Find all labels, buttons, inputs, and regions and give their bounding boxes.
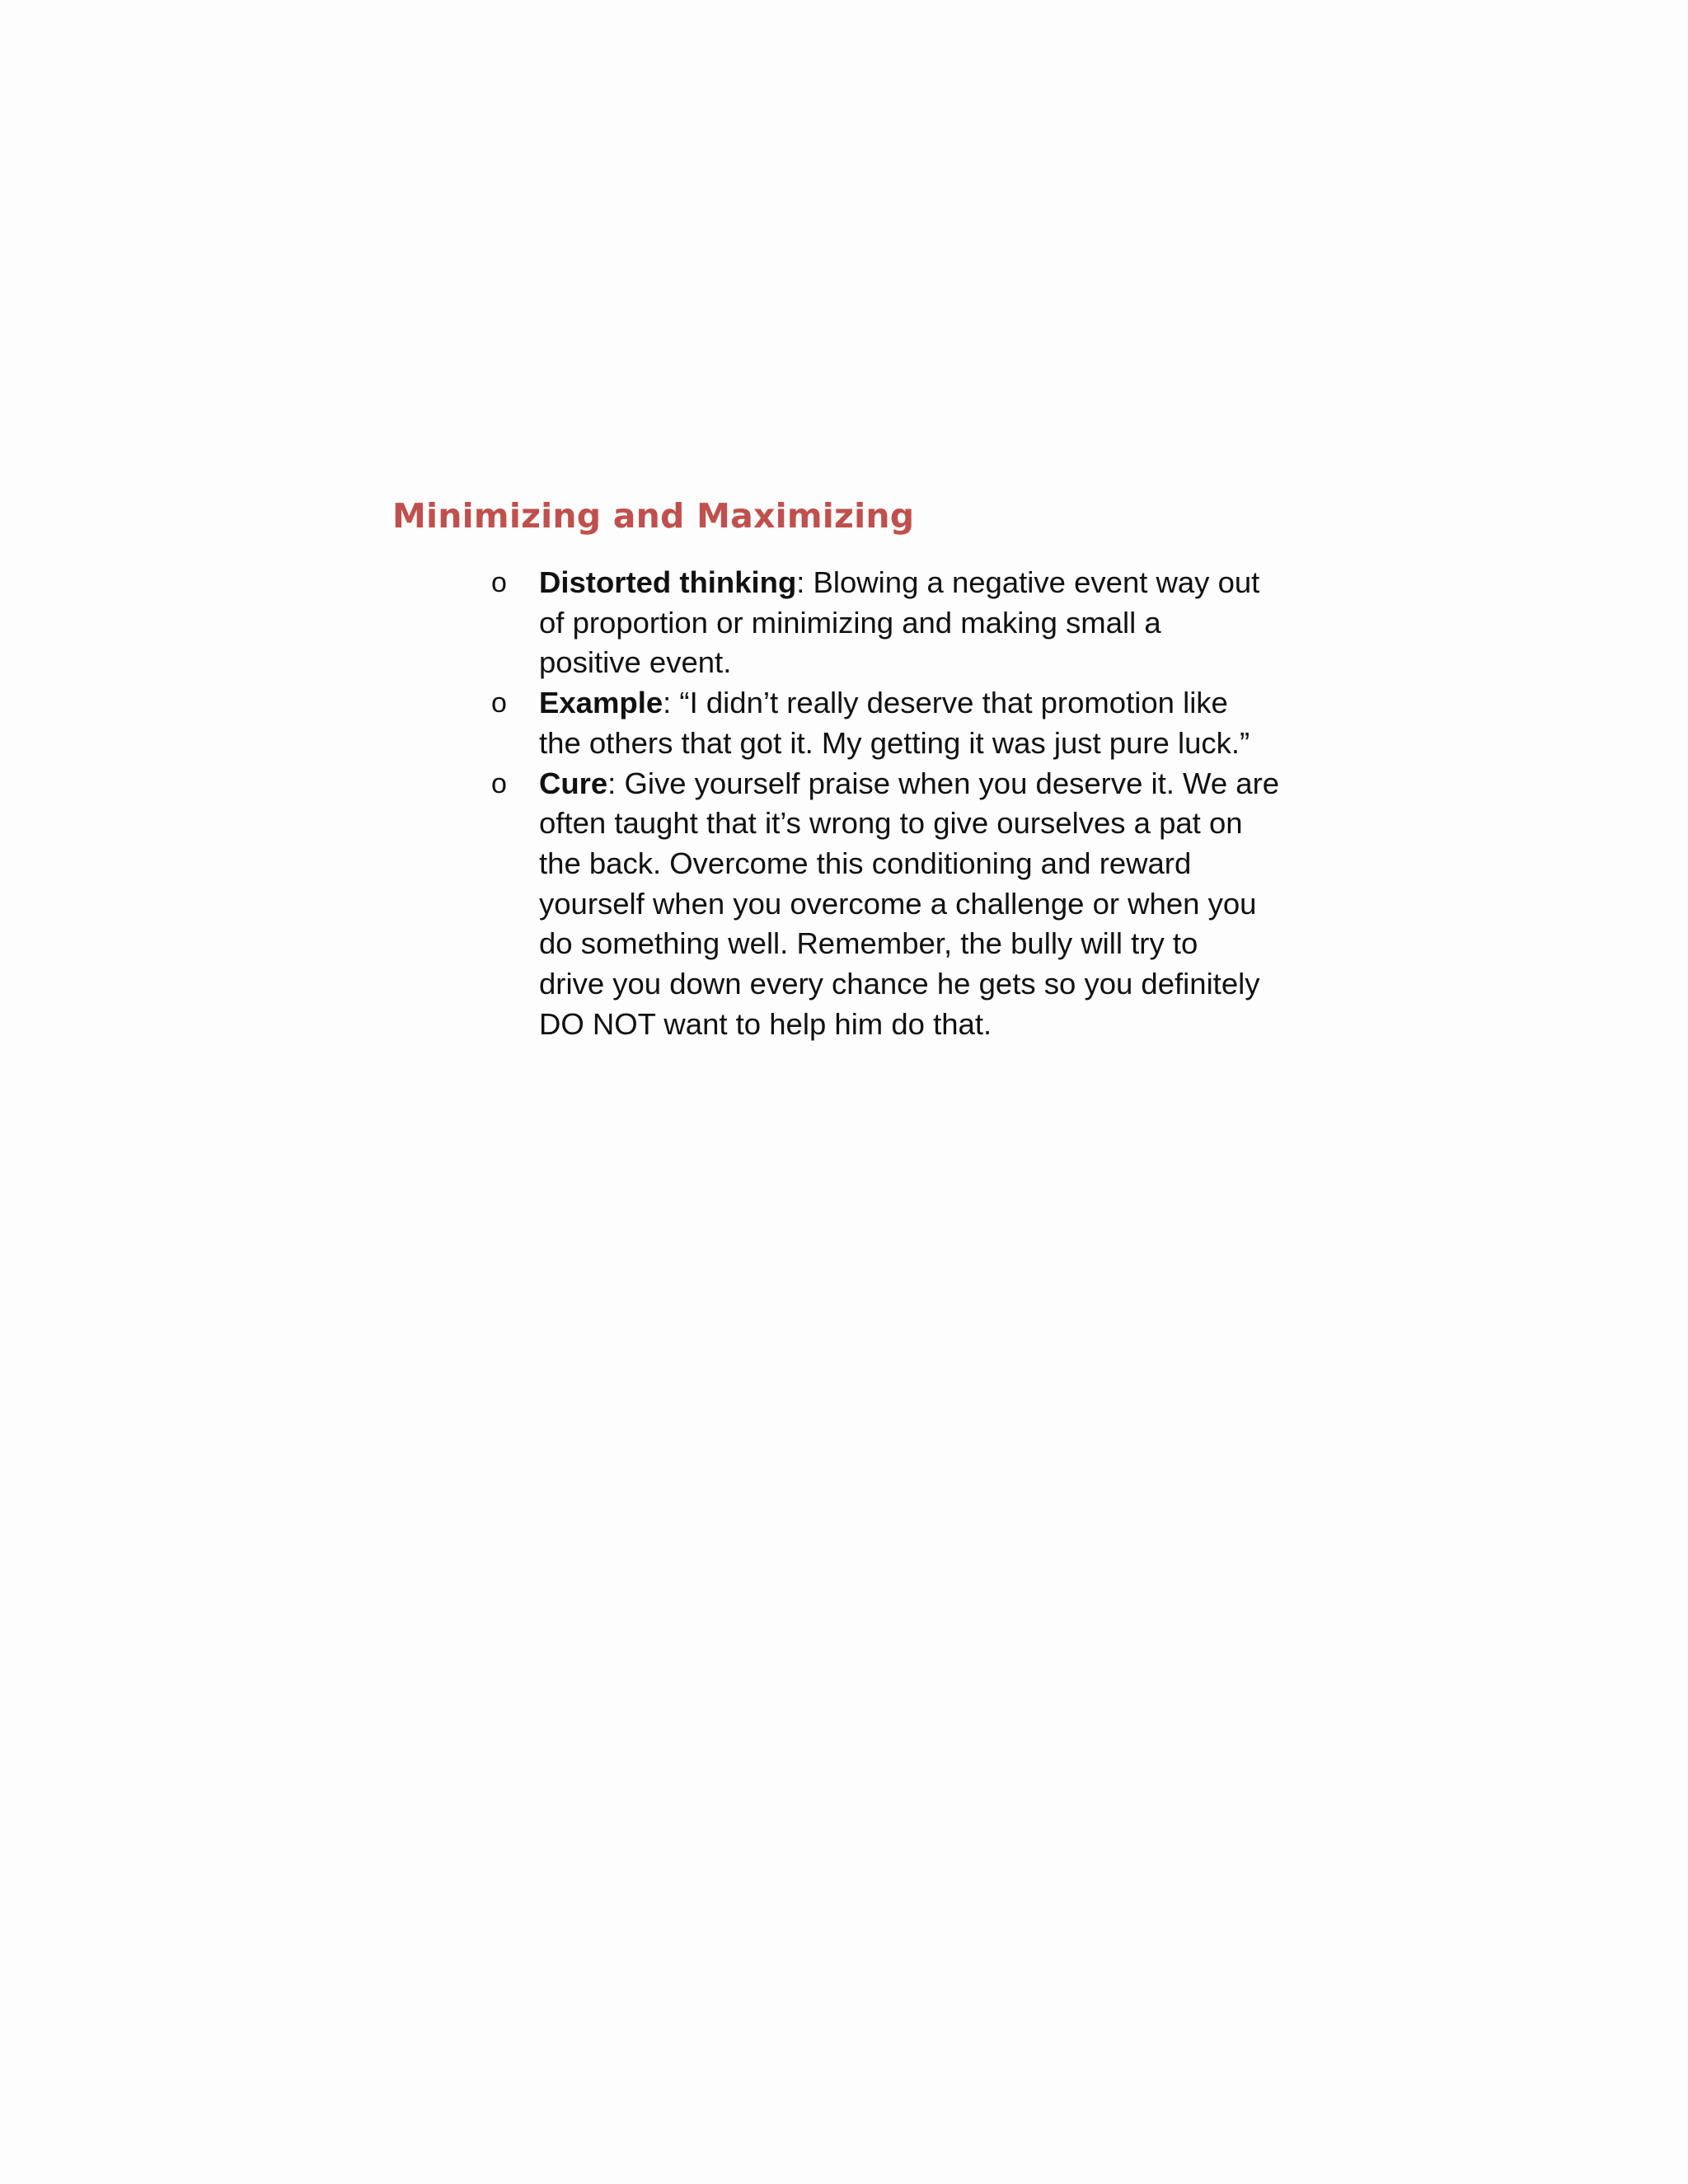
item-line: yourself when you overcome a challenge or when you	[539, 886, 1257, 921]
item-term: Distorted thinking	[539, 565, 797, 599]
item-line: DO NOT want to help him do that.	[539, 1006, 992, 1041]
item-line: drive you down every chance he gets so you definitely	[539, 967, 1260, 1001]
item-text: : Give yourself praise when you deserve it. We are	[607, 766, 1280, 800]
item-line	[539, 764, 1315, 804]
hollow-bullet-icon: o	[491, 687, 507, 719]
item-line	[539, 563, 1315, 603]
item-line	[539, 683, 1315, 724]
item-text: : “I didn’t really deserve that promotion like	[663, 686, 1228, 720]
item-line: of proportion or minimizing and making small a	[539, 605, 1161, 640]
item-term: Example	[539, 686, 663, 720]
hollow-bullet-icon: o	[491, 767, 507, 799]
item-line: the back. Overcome this conditioning and reward	[539, 846, 1192, 880]
list-item-cure	[491, 764, 1315, 1045]
section-heading: Minimizing and Maximizing	[392, 496, 915, 536]
item-line: the others that got it. My getting it was just pure luck.”	[539, 725, 1250, 760]
item-line: often taught that it’s wrong to give ourselves a pat on	[539, 806, 1243, 841]
bullet-list	[491, 563, 1315, 1044]
item-line: do something well. Remember, the bully will try to	[539, 926, 1198, 961]
item-line: positive event.	[539, 645, 732, 680]
item-text: : Blowing a negative event way out	[796, 565, 1260, 599]
item-term: Cure	[539, 766, 608, 800]
list-item-example	[491, 683, 1315, 763]
list-item-distorted-thinking	[491, 563, 1315, 683]
hollow-bullet-icon: o	[491, 567, 507, 598]
